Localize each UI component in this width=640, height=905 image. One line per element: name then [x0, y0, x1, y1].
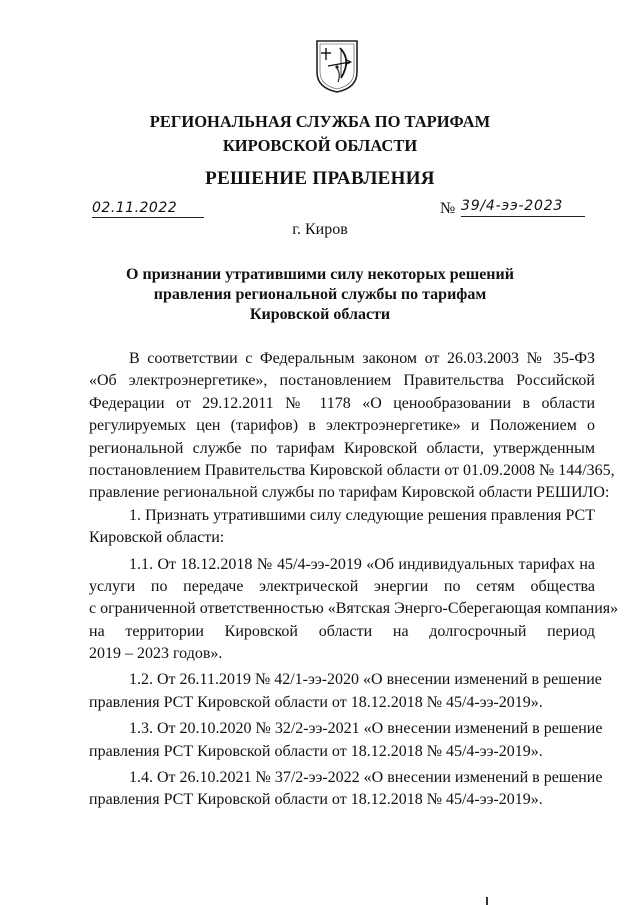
- subject-line-3: Кировской области: [249, 306, 391, 323]
- handwritten-number: 39/4-ээ-2023: [461, 198, 585, 217]
- item-1-3: [89, 718, 603, 763]
- text-line: услуги по передаче электрической энергии по сетям общества: [89, 577, 595, 595]
- document-body: [89, 348, 619, 812]
- text-line: Кировской области:: [89, 529, 225, 547]
- decision-title: РЕШЕНИЕ ПРАВЛЕНИЯ: [205, 168, 435, 189]
- item-1-2: [89, 669, 602, 714]
- text-line: 1.3. От 20.10.2020 № 32/2-ээ-2021 «О внесении изменений в решение: [129, 720, 603, 738]
- item-1-1: [89, 554, 619, 666]
- preamble-paragraph: [89, 348, 615, 505]
- text-line: регулируемых цен (тарифов) в электроэнергетике» и Положением о: [89, 417, 595, 435]
- organization-name: [0, 110, 640, 158]
- organization-line-1: РЕГИОНАЛЬНАЯ СЛУЖБА ПО ТАРИФАМ: [149, 112, 491, 131]
- text-line: 1.2. От 26.11.2019 № 42/1-ээ-2020 «О внесении изменений в решение: [129, 671, 602, 689]
- item-1-4: [89, 767, 603, 812]
- subject-line-2: правления региональной службы по тарифам: [153, 286, 487, 303]
- page-edge-mark: [486, 897, 488, 905]
- handwritten-date: 02.11.2022: [92, 200, 204, 218]
- text-line: правления РСТ Кировской области от 18.12.2018 № 45/4-ээ-2019».: [89, 693, 543, 711]
- text-line: постановлением Правительства Кировской области от 01.09.2008 № 144/365,: [89, 461, 615, 479]
- text-line: региональной службе по тарифам Кировской области, утвержденным: [89, 439, 595, 457]
- subject-line-1: О признании утратившими силу некоторых решений: [126, 266, 514, 283]
- text-line: на территории Кировской области на долгосрочный период: [89, 622, 595, 640]
- text-line: Федерации от 29.12.2011 № 1178 «О ценообразовании в области: [89, 394, 595, 412]
- number-label: №: [440, 200, 456, 217]
- item-1: [89, 505, 595, 550]
- city-line: г. Киров: [292, 221, 348, 238]
- text-line: правления РСТ Кировской области от 18.12.2018 № 45/4-ээ-2019».: [89, 742, 543, 760]
- coat-of-arms-emblem: [314, 38, 360, 94]
- organization-line-2: КИРОВСКОЙ ОБЛАСТИ: [222, 136, 418, 155]
- text-line: 1. Признать утратившими силу следующие решения правления РСТ: [129, 506, 595, 524]
- decision-subject: [0, 265, 640, 325]
- text-line: В соответствии с Федеральным законом от 26.03.2003 № 35-ФЗ: [129, 350, 595, 367]
- text-line: правление региональной службы по тарифам Кировской области РЕШИЛО:: [89, 484, 610, 502]
- text-line: «Об электроэнергетике», постановлением Правительства Российской: [89, 372, 595, 390]
- text-line: с ограниченной ответственностью «Вятская Энерго-Сберегающая компания»: [89, 600, 619, 618]
- text-line: 2019 – 2023 годов».: [89, 645, 223, 663]
- text-line: 1.4. От 26.10.2021 № 37/2-ээ-2022 «О внесении изменений в решение: [129, 769, 603, 787]
- text-line: 1.1. От 18.12.2018 № 45/4-ээ-2019 «Об индивидуальных тарифах на: [129, 555, 595, 573]
- text-line: правления РСТ Кировской области от 18.12.2018 № 45/4-ээ-2019».: [89, 791, 543, 809]
